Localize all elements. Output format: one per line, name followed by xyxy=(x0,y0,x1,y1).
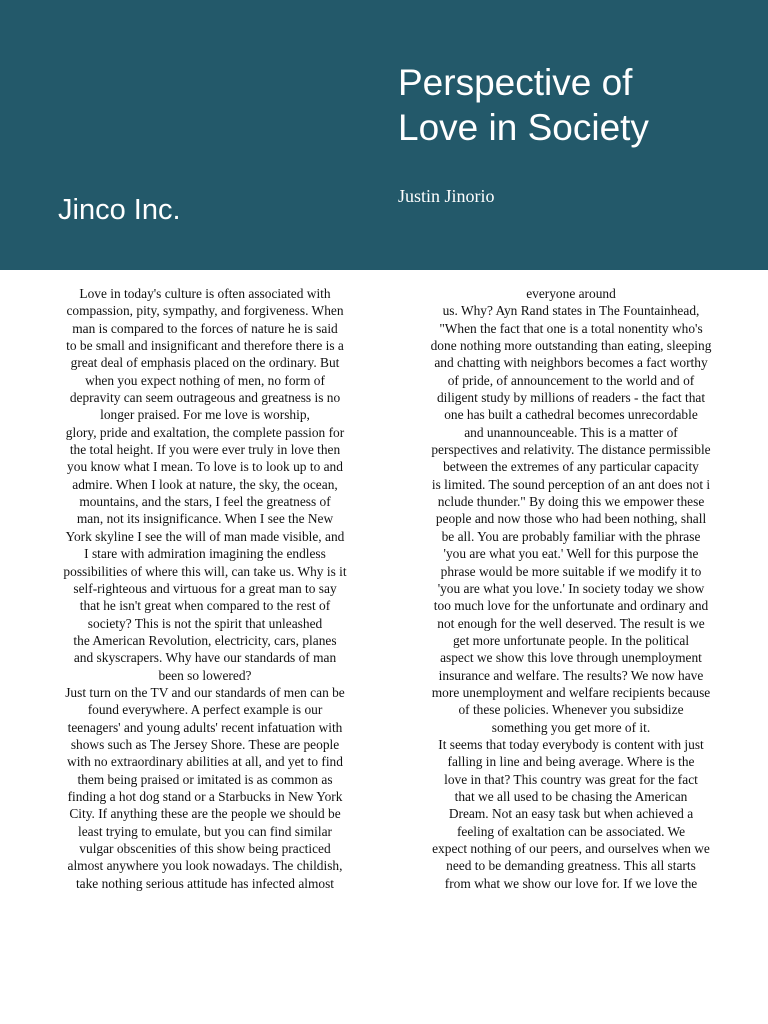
text-line: society? This is not the spirit that unleashed xyxy=(87,615,323,631)
title-line: Perspective of xyxy=(398,62,633,103)
text-line: and skyscrapers. Why have our standards of man xyxy=(73,650,337,666)
text-line: falling in line and being average. Where is the xyxy=(447,754,695,770)
text-line: something you get more of it. xyxy=(491,719,651,735)
text-line: to be small and insignificant and therefore there is a xyxy=(66,338,344,354)
text-line: take nothing serious attitude has infected almost xyxy=(75,875,335,891)
text-line: nclude thunder." By doing this we empower these xyxy=(437,494,705,510)
text-line: aspect we show this love through unemployment xyxy=(440,650,702,666)
text-line: them being praised or imitated is as common as xyxy=(77,771,333,787)
text-line: "When the fact that one is a total nonentity who's xyxy=(439,320,703,336)
text-line: you know what I mean. To love is to look up to and xyxy=(67,459,343,475)
text-line: phrase would be more suitable if we modify it to xyxy=(440,563,702,579)
title-line: Love in Society xyxy=(398,107,649,148)
text-line: be all. You are probably familiar with the phrase xyxy=(441,528,701,544)
text-line: and chatting with neighbors becomes a fact worthy xyxy=(434,355,708,371)
text-line: with no extraordinary abilities at all, and yet to find xyxy=(67,754,343,770)
text-line: almost anywhere you look nowadays. The childish, xyxy=(67,858,343,874)
text-line: compassion, pity, sympathy, and forgiveness. When xyxy=(66,303,344,319)
text-line: Dream. Not an easy task but when achieved a xyxy=(448,806,694,822)
text-line: get more unfortunate people. In the political xyxy=(452,632,690,648)
text-line: shows such as The Jersey Shore. These are people xyxy=(70,736,340,752)
text-line: that he isn't great when compared to the rest of xyxy=(79,598,331,614)
document-title xyxy=(398,60,758,150)
text-line: love in that? This country was great for the fact xyxy=(444,771,698,787)
text-line: Just turn on the TV and our standards of men can be xyxy=(65,684,345,700)
text-line: City. If anything these are the people we should be xyxy=(69,806,341,822)
text-line: depravity can seem outrageous and greatness is no xyxy=(69,390,341,406)
text-line: York skyline I see the will of man made visible, and xyxy=(65,528,345,544)
text-line: between the extremes of any particular capacity xyxy=(443,459,699,475)
text-line: man, not its insignificance. When I see the New xyxy=(76,511,334,527)
text-line: least trying to emulate, but you can find similar xyxy=(78,823,332,839)
text-line: perspectives and relativity. The distance permissible xyxy=(431,442,711,458)
text-line: diligent study by millions of readers - the fact that xyxy=(436,390,706,406)
author-name: Justin Jinorio xyxy=(398,186,495,206)
text-line: is limited. The sound perception of an ant does not i xyxy=(431,476,711,492)
text-line: of these policies. Whenever you subsidize xyxy=(458,702,684,718)
text-line: need to be demanding greatness. This all starts xyxy=(446,858,696,874)
text-line: from what we show our love for. If we love the xyxy=(444,875,698,891)
text-line: more unemployment and welfare recipients because xyxy=(431,684,711,700)
text-line: self-righteous and virtuous for a great man to say xyxy=(73,580,337,596)
text-line: expect nothing of our peers, and ourselves when we xyxy=(432,841,710,856)
text-line: too much love for the unfortunate and ordinary and xyxy=(433,598,709,614)
text-line: us. Why? Ayn Rand states in The Fountainhead, xyxy=(442,303,700,319)
text-line: feeling of exaltation can be associated. We xyxy=(456,823,686,839)
text-line: 'you are what you love.' In society today we show xyxy=(437,580,705,596)
text-line: been so lowered? xyxy=(158,667,252,683)
text-line: people and now those who had been nothing, shall xyxy=(435,511,707,527)
text-line: teenagers' and young adults' recent infatuation with xyxy=(67,719,343,735)
text-line: the American Revolution, electricity, cars, planes xyxy=(73,632,337,648)
text-line: done nothing more outstanding than eating, sleeping xyxy=(430,338,712,354)
text-line: when you expect nothing of men, no form of xyxy=(85,372,325,388)
text-line: possibilities of where this will, can take us. Why is it xyxy=(63,563,347,579)
text-line: and unannounceable. This is a matter of xyxy=(464,424,678,440)
text-line: It seems that today everybody is content with just xyxy=(438,736,704,752)
text-line: I stare with admiration imagining the endless xyxy=(84,546,326,562)
text-line: insurance and welfare. The results? We now have xyxy=(438,667,704,683)
text-line: mountains, and the stars, I feel the greatness of xyxy=(79,494,331,510)
text-line: everyone around xyxy=(526,286,616,301)
text-line: man is compared to the forces of nature he is said xyxy=(72,320,338,336)
company-name: Jinco Inc. xyxy=(58,194,181,226)
text-line: Love in today's culture is often associated with xyxy=(79,286,331,301)
right-text-column xyxy=(404,285,738,892)
left-text-column xyxy=(38,285,372,892)
text-line: finding a hot dog stand or a Starbucks in New York xyxy=(67,788,343,804)
text-line: the total height. If you were ever truly in love then xyxy=(69,442,341,458)
text-line: found everywhere. A perfect example is our xyxy=(87,702,323,718)
text-line: admire. When I look at nature, the sky, the ocean, xyxy=(72,476,338,492)
text-line: one has built a cathedral becomes unrecordable xyxy=(444,407,698,423)
text-line: that we all used to be chasing the American xyxy=(454,788,688,804)
text-line: glory, pride and exaltation, the complete passion for xyxy=(65,424,345,440)
text-line: longer praised. For me love is worship, xyxy=(100,407,310,423)
text-line: vulgar obscenities of this show being practiced xyxy=(79,841,331,856)
header-banner xyxy=(0,0,768,270)
text-line: 'you are what you eat.' Well for this purpose the xyxy=(443,546,699,562)
text-line: great deal of emphasis placed on the ordinary. But xyxy=(70,355,340,371)
text-line: of pride, of announcement to the world and of xyxy=(447,372,695,388)
text-line: not enough for the well deserved. The result is we xyxy=(437,615,705,631)
